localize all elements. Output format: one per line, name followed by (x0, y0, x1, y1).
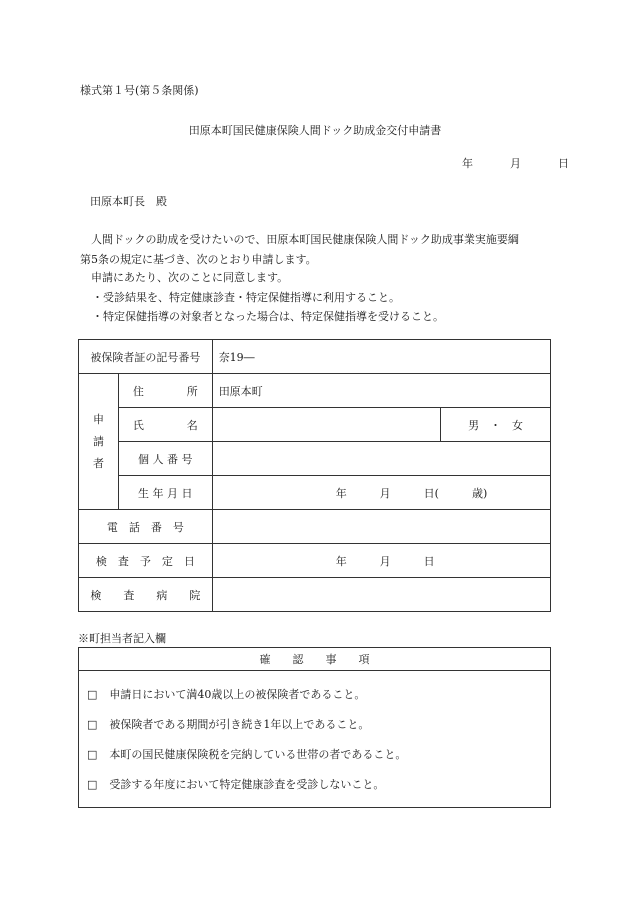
phone-label: 電 話 番 号 (79, 510, 213, 544)
staff-section-label: ※町担当者記入欄 (78, 632, 166, 645)
gender-field[interactable]: 男 ・ 女 (441, 408, 551, 442)
exam-date-field[interactable]: 年 月 日 (212, 544, 550, 578)
consent-item-2: ・特定保健指導の対象者となった場合は、特定保健指導を受けること。 (92, 310, 444, 323)
applicant-char-3: 者 (92, 456, 104, 470)
name-label-char-1: 氏 (132, 418, 144, 432)
date-day-label: 日 (558, 157, 569, 170)
hospital-label: 検 査 病 院 (79, 578, 213, 612)
date-month-label: 月 (510, 157, 521, 170)
name-row (79, 408, 551, 442)
document-title: 田原本町国民健康保険人間ドック助成金交付申請書 (188, 124, 442, 137)
name-field[interactable] (212, 408, 440, 442)
birthdate-label: 生 年 月 日 (118, 476, 212, 510)
confirmation-item (87, 739, 550, 769)
form-number: 様式第１号(第５条関係) (80, 84, 199, 97)
applicant-group-label (79, 374, 119, 510)
statement-line-1: 人間ドックの助成を受けたいので、田原本町国民健康保険人間ドック助成事業実施要綱 (91, 233, 519, 246)
confirmation-header: 確 認 事 項 (79, 648, 551, 671)
phone-field[interactable] (212, 510, 550, 544)
checkbox[interactable]: □ (87, 747, 98, 761)
checkbox[interactable]: □ (87, 687, 98, 701)
consent-statement: 申請にあたり、次のことに同意します。 (91, 271, 289, 284)
confirmation-header-row (79, 648, 551, 671)
checkbox[interactable]: □ (87, 717, 98, 731)
confirmation-items-row (79, 671, 551, 808)
phone-row (79, 510, 551, 544)
application-form-table (78, 339, 551, 612)
exam-date-row (79, 544, 551, 578)
insurance-number-label: 被保険者証の記号番号 (79, 340, 213, 374)
exam-date-label: 検 査 予 定 日 (79, 544, 213, 578)
applicant-char-2: 請 (92, 434, 104, 448)
address-label-char-1: 住 (132, 384, 144, 398)
confirmation-item (87, 769, 550, 799)
confirmation-item-text: 本町の国民健康保険税を完納している世帯の者であること。 (109, 748, 407, 761)
confirmation-item-text: 受診する年度において特定健康診査を受診しないこと。 (109, 778, 385, 791)
address-label (118, 374, 212, 408)
confirmation-item-text: 被保険者である期間が引き続き1年以上であること。 (109, 718, 370, 731)
address-row (79, 374, 551, 408)
confirmation-table (78, 647, 551, 808)
birthdate-field[interactable]: 年 月 日( 歳) (212, 476, 550, 510)
hospital-row (79, 578, 551, 612)
insurance-number-row (79, 340, 551, 374)
personal-number-row (79, 442, 551, 476)
application-date (462, 155, 569, 171)
date-year-label: 年 (462, 157, 473, 170)
address-field[interactable]: 田原本町 (212, 374, 550, 408)
hospital-field[interactable] (212, 578, 550, 612)
confirmation-items (79, 671, 551, 808)
application-statement (80, 230, 519, 269)
statement-line-2: 第5条の規定に基づき、次のとおり申請します。 (80, 252, 317, 266)
name-label-char-2: 名 (186, 418, 198, 432)
confirmation-item-text: 申請日において満40歳以上の被保険者であること。 (109, 688, 366, 701)
confirmation-item (87, 709, 550, 739)
confirmation-item (87, 679, 550, 709)
address-label-char-2: 所 (186, 384, 198, 398)
personal-number-label: 個 人 番 号 (118, 442, 212, 476)
consent-item-1: ・受診結果を、特定健康診査・特定保健指導に利用すること。 (92, 291, 400, 304)
birthdate-row (79, 476, 551, 510)
applicant-char-1: 申 (92, 412, 104, 426)
insurance-number-field[interactable]: 奈19― (212, 340, 550, 374)
checkbox[interactable]: □ (87, 777, 98, 791)
personal-number-field[interactable] (212, 442, 550, 476)
addressee: 田原本町長 殿 (90, 195, 167, 208)
name-label (118, 408, 212, 442)
